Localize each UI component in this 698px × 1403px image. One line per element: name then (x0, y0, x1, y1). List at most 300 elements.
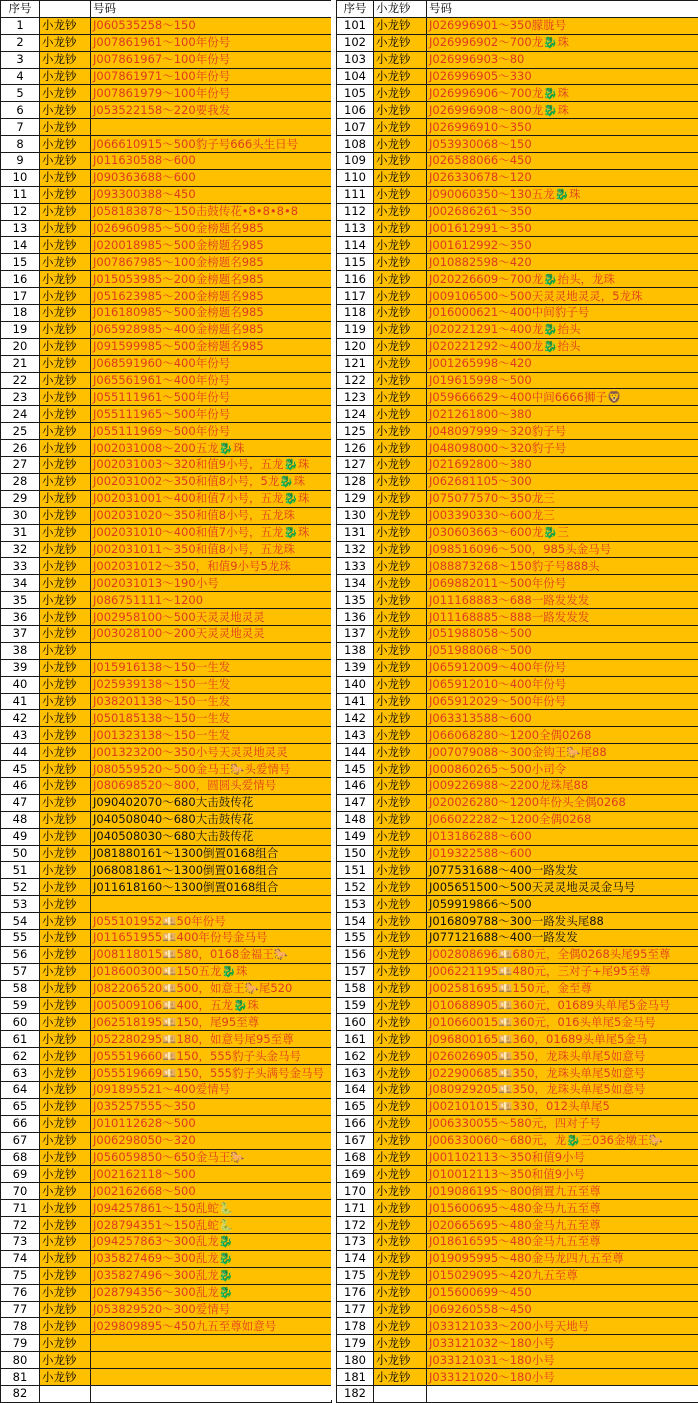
row-number-cell[interactable]: 111 (337, 186, 374, 203)
code-cell[interactable]: J016809788～300一路发头尾88 (427, 913, 698, 930)
code-cell[interactable]: J048097999～320豹子号 (427, 423, 698, 440)
row-number-cell[interactable]: 11 (1, 186, 40, 203)
code-cell[interactable] (91, 896, 332, 913)
name-cell[interactable]: 小龙钞 (374, 423, 427, 440)
row-number-cell[interactable]: 110 (337, 169, 374, 186)
code-cell[interactable]: J002031003～320和值9小号，五龙🐉珠 (91, 457, 332, 474)
name-cell[interactable]: 小龙钞 (374, 727, 427, 744)
code-cell[interactable]: J002101015💴330，012头单尾5 (427, 1098, 698, 1115)
row-number-cell[interactable]: 115 (337, 254, 374, 271)
name-cell[interactable]: 小龙钞 (40, 338, 91, 355)
row-number-cell[interactable]: 138 (337, 642, 374, 659)
code-cell[interactable]: J000860265～500小司令 (427, 761, 698, 778)
row-number-cell[interactable]: 31 (1, 524, 40, 541)
name-cell[interactable]: 小龙钞 (374, 51, 427, 68)
row-number-cell[interactable]: 25 (1, 423, 40, 440)
code-cell[interactable]: J022900685💴350，龙珠头单尾5如意号 (427, 1065, 698, 1082)
code-cell[interactable]: J028794356～300乱龙🐉 (91, 1284, 332, 1301)
code-cell[interactable]: J007079088～300金钩王🐎尾88 (427, 744, 698, 761)
name-cell[interactable]: 小龙钞 (374, 203, 427, 220)
code-cell[interactable]: J026996906～700龙🐉珠 (427, 85, 698, 102)
row-number-cell[interactable]: 68 (1, 1149, 40, 1166)
code-cell[interactable]: J050185138～150一生发 (91, 710, 332, 727)
name-cell[interactable]: 小龙钞 (40, 1048, 91, 1065)
name-cell[interactable]: 小龙钞 (40, 1217, 91, 1234)
row-number-cell[interactable]: 71 (1, 1200, 40, 1217)
name-cell[interactable]: 小龙钞 (40, 1031, 91, 1048)
code-cell[interactable]: J055519669💴150，555豹子头满号金马号 (91, 1065, 332, 1082)
row-number-cell[interactable]: 65 (1, 1098, 40, 1115)
code-cell[interactable]: J065928985～400金榜题名985 (91, 321, 332, 338)
code-cell[interactable]: J038201138～150一生发 (91, 693, 332, 710)
name-cell[interactable]: 小龙钞 (40, 203, 91, 220)
row-number-cell[interactable]: 158 (337, 980, 374, 997)
code-cell[interactable]: J028794351～150乱蛇🐍 (91, 1217, 332, 1234)
row-number-cell[interactable]: 168 (337, 1149, 374, 1166)
code-cell[interactable]: J015600699～450 (427, 1284, 698, 1301)
name-cell[interactable]: 小龙钞 (374, 963, 427, 980)
code-cell[interactable] (91, 1335, 332, 1352)
code-cell[interactable]: J015916138～150一生发 (91, 659, 332, 676)
row-number-cell[interactable]: 174 (337, 1250, 374, 1267)
name-cell[interactable]: 小龙钞 (374, 490, 427, 507)
code-cell[interactable]: J002958100～500天灵灵地灵灵 (91, 609, 332, 626)
row-number-cell[interactable]: 182 (337, 1386, 374, 1403)
row-number-cell[interactable]: 179 (337, 1335, 374, 1352)
row-number-cell[interactable]: 165 (337, 1098, 374, 1115)
name-cell[interactable]: 小龙钞 (40, 761, 91, 778)
name-cell[interactable]: 小龙钞 (40, 305, 91, 322)
row-number-cell[interactable]: 113 (337, 220, 374, 237)
name-cell[interactable]: 小龙钞 (40, 254, 91, 271)
row-number-cell[interactable]: 78 (1, 1318, 40, 1335)
row-number-cell[interactable]: 143 (337, 727, 374, 744)
code-cell[interactable]: J096800165💴360，01689头单尾5金马 (427, 1031, 698, 1048)
row-number-cell[interactable]: 135 (337, 592, 374, 609)
code-cell[interactable]: J033121031～180小号 (427, 1352, 698, 1369)
row-number-cell[interactable]: 104 (337, 68, 374, 85)
row-number-cell[interactable]: 23 (1, 389, 40, 406)
name-cell[interactable]: 小龙钞 (40, 980, 91, 997)
name-cell[interactable]: 小龙钞 (374, 1335, 427, 1352)
row-number-cell[interactable]: 131 (337, 524, 374, 541)
name-cell[interactable]: 小龙钞 (40, 372, 91, 389)
row-number-cell[interactable]: 164 (337, 1082, 374, 1099)
row-number-cell[interactable]: 12 (1, 203, 40, 220)
row-number-cell[interactable]: 19 (1, 321, 40, 338)
row-number-cell[interactable]: 105 (337, 85, 374, 102)
code-cell[interactable]: J026588066～450 (427, 153, 698, 170)
code-cell[interactable]: J020026280～1200年份头全偶0268 (427, 794, 698, 811)
row-number-cell[interactable]: 171 (337, 1200, 374, 1217)
name-cell[interactable]: 小龙钞 (374, 68, 427, 85)
code-cell[interactable]: J010660015💴360元，016头单尾5金马号 (427, 1014, 698, 1031)
row-number-cell[interactable]: 62 (1, 1048, 40, 1065)
row-number-cell[interactable]: 27 (1, 457, 40, 474)
code-cell[interactable]: J055111969～500年份号 (91, 423, 332, 440)
row-number-cell[interactable]: 107 (337, 119, 374, 136)
name-cell[interactable]: 小龙钞 (374, 389, 427, 406)
name-cell[interactable]: 小龙钞 (374, 896, 427, 913)
name-cell[interactable]: 小龙钞 (40, 406, 91, 423)
code-cell[interactable]: J069882011～500年份号 (427, 575, 698, 592)
row-number-cell[interactable]: 178 (337, 1318, 374, 1335)
name-cell[interactable]: 小龙钞 (40, 169, 91, 186)
code-cell[interactable]: J063313588～600 (427, 710, 698, 727)
code-cell[interactable]: J007861961～100年份号 (91, 34, 332, 51)
name-cell[interactable]: 小龙钞 (374, 929, 427, 946)
code-cell[interactable]: J081880161～1300倒置0168组合 (91, 845, 332, 862)
code-cell[interactable]: J094257863～300乱龙🐉 (91, 1234, 332, 1251)
code-cell[interactable]: J001323138～150一生发 (91, 727, 332, 744)
row-number-cell[interactable]: 125 (337, 423, 374, 440)
code-cell[interactable]: J055111965～500年份号 (91, 406, 332, 423)
row-number-cell[interactable]: 74 (1, 1250, 40, 1267)
name-cell[interactable]: 小龙钞 (374, 625, 427, 642)
code-cell[interactable]: J006298050～320 (91, 1132, 332, 1149)
row-number-cell[interactable]: 103 (337, 51, 374, 68)
row-number-cell[interactable]: 130 (337, 507, 374, 524)
row-number-cell[interactable]: 120 (337, 338, 374, 355)
name-cell[interactable]: 小龙钞 (374, 1031, 427, 1048)
row-number-cell[interactable]: 134 (337, 575, 374, 592)
code-cell[interactable]: J026026905💴350，龙珠头单尾5如意号 (427, 1048, 698, 1065)
row-number-cell[interactable]: 128 (337, 473, 374, 490)
row-number-cell[interactable]: 167 (337, 1132, 374, 1149)
row-number-cell[interactable]: 51 (1, 862, 40, 879)
name-cell[interactable]: 小龙钞 (374, 558, 427, 575)
row-number-cell[interactable]: 106 (337, 102, 374, 119)
code-cell[interactable]: J020018985～500金榜题名985 (91, 237, 332, 254)
row-number-cell[interactable]: 15 (1, 254, 40, 271)
code-cell[interactable]: J090363688～600 (91, 169, 332, 186)
row-number-cell[interactable]: 53 (1, 896, 40, 913)
name-cell[interactable]: 小龙钞 (40, 693, 91, 710)
row-number-cell[interactable]: 66 (1, 1115, 40, 1132)
code-cell[interactable]: J080559520～500金马王🐎头爱情号 (91, 761, 332, 778)
code-cell[interactable]: J020226609～700龙🐉抬头，龙珠 (427, 271, 698, 288)
code-cell[interactable]: J006330055～580元，四对子号 (427, 1115, 698, 1132)
row-number-cell[interactable]: 67 (1, 1132, 40, 1149)
code-cell[interactable]: J019615998～500 (427, 372, 698, 389)
code-cell[interactable]: J098516096～500，985头金马号 (427, 541, 698, 558)
name-cell[interactable]: 小龙钞 (374, 1200, 427, 1217)
row-number-cell[interactable]: 18 (1, 305, 40, 322)
code-cell[interactable]: J015600695～480金马九五至尊 (427, 1200, 698, 1217)
row-number-cell[interactable]: 133 (337, 558, 374, 575)
name-cell[interactable]: 小龙钞 (374, 997, 427, 1014)
row-number-cell[interactable]: 14 (1, 237, 40, 254)
name-cell[interactable]: 小龙钞 (374, 271, 427, 288)
code-cell[interactable]: J030603663～600龙🐉三 (427, 524, 698, 541)
name-cell[interactable]: 小龙钞 (40, 1284, 91, 1301)
row-number-cell[interactable]: 44 (1, 744, 40, 761)
name-cell[interactable]: 小龙钞 (40, 541, 91, 558)
name-cell[interactable]: 小龙钞 (374, 186, 427, 203)
name-cell[interactable]: 小龙钞 (40, 1369, 91, 1386)
code-cell[interactable]: J003390330～600龙三 (427, 507, 698, 524)
code-cell[interactable]: J051988058～500 (427, 625, 698, 642)
code-cell[interactable]: J066022282～1200全偶0268 (427, 811, 698, 828)
code-cell[interactable]: J001265998～420 (427, 355, 698, 372)
row-number-cell[interactable]: 169 (337, 1166, 374, 1183)
name-cell[interactable]: 小龙钞 (40, 1014, 91, 1031)
name-cell[interactable]: 小龙钞 (40, 490, 91, 507)
code-cell[interactable]: J013186288～600 (427, 828, 698, 845)
code-cell[interactable]: J093300388～450 (91, 186, 332, 203)
code-cell[interactable]: J058183878～150击鼓传花•8•8•8•8 (91, 203, 332, 220)
name-cell[interactable]: 小龙钞 (40, 744, 91, 761)
name-cell[interactable]: 小龙钞 (374, 473, 427, 490)
code-cell[interactable]: J068081861～1300倒置0168组合 (91, 862, 332, 879)
row-number-cell[interactable]: 55 (1, 929, 40, 946)
name-cell[interactable]: 小龙钞 (40, 896, 91, 913)
name-cell[interactable]: 小龙钞 (374, 693, 427, 710)
name-cell[interactable]: 小龙钞 (374, 119, 427, 136)
code-cell[interactable]: J053522158～220要我发 (91, 102, 332, 119)
name-cell[interactable]: 小龙钞 (374, 1166, 427, 1183)
name-cell[interactable]: 小龙钞 (374, 1217, 427, 1234)
name-cell[interactable]: 小龙钞 (374, 102, 427, 119)
row-number-cell[interactable]: 123 (337, 389, 374, 406)
code-cell[interactable]: J018600300💴150五龙🐉珠 (91, 963, 332, 980)
row-number-cell[interactable]: 52 (1, 879, 40, 896)
code-cell[interactable]: J026996902～700龙🐉珠 (427, 34, 698, 51)
name-cell[interactable]: 小龙钞 (40, 642, 91, 659)
row-number-cell[interactable]: 180 (337, 1352, 374, 1369)
row-number-cell[interactable]: 64 (1, 1082, 40, 1099)
code-cell[interactable]: J026960985～500金榜题名985 (91, 220, 332, 237)
row-number-cell[interactable]: 109 (337, 153, 374, 170)
row-number-cell[interactable]: 77 (1, 1301, 40, 1318)
name-cell[interactable]: 小龙钞 (40, 102, 91, 119)
code-cell[interactable]: J011651955💴400年份号金马号 (91, 929, 332, 946)
row-number-cell[interactable]: 79 (1, 1335, 40, 1352)
name-cell[interactable]: 小龙钞 (374, 1250, 427, 1267)
row-number-cell[interactable]: 26 (1, 440, 40, 457)
code-cell[interactable]: J021692800～380 (427, 457, 698, 474)
name-cell[interactable]: 小龙钞 (40, 34, 91, 51)
name-cell[interactable]: 小龙钞 (40, 1166, 91, 1183)
code-cell[interactable]: J020665695～480金马九五至尊 (427, 1217, 698, 1234)
name-cell[interactable]: 小龙钞 (40, 879, 91, 896)
name-cell[interactable]: 小龙钞 (40, 1250, 91, 1267)
row-number-cell[interactable]: 17 (1, 288, 40, 305)
name-cell[interactable]: 小龙钞 (374, 980, 427, 997)
row-number-cell[interactable]: 6 (1, 102, 40, 119)
header-num[interactable]: 序号 (337, 1, 374, 18)
row-number-cell[interactable]: 108 (337, 136, 374, 153)
name-cell[interactable]: 小龙钞 (374, 153, 427, 170)
code-cell[interactable]: J059919866～500 (427, 896, 698, 913)
code-cell[interactable]: J053930068～150 (427, 136, 698, 153)
name-cell[interactable]: 小龙钞 (40, 1149, 91, 1166)
name-cell[interactable]: 小龙钞 (40, 676, 91, 693)
code-cell[interactable]: J015029095～420九五至尊 (427, 1267, 698, 1284)
row-number-cell[interactable]: 58 (1, 980, 40, 997)
name-cell[interactable]: 小龙钞 (374, 1098, 427, 1115)
name-cell[interactable]: 小龙钞 (374, 575, 427, 592)
row-number-cell[interactable]: 40 (1, 676, 40, 693)
row-number-cell[interactable]: 1 (1, 17, 40, 34)
row-number-cell[interactable]: 81 (1, 1369, 40, 1386)
name-cell[interactable]: 小龙钞 (374, 676, 427, 693)
name-cell[interactable]: 小龙钞 (40, 862, 91, 879)
name-cell[interactable]: 小龙钞 (40, 321, 91, 338)
code-cell[interactable]: J001612992～350 (427, 237, 698, 254)
name-cell[interactable]: 小龙钞 (374, 288, 427, 305)
row-number-cell[interactable]: 22 (1, 372, 40, 389)
row-number-cell[interactable]: 45 (1, 761, 40, 778)
row-number-cell[interactable]: 3 (1, 51, 40, 68)
name-cell[interactable]: 小龙钞 (40, 609, 91, 626)
name-cell[interactable]: 小龙钞 (374, 169, 427, 186)
row-number-cell[interactable]: 10 (1, 169, 40, 186)
row-number-cell[interactable]: 122 (337, 372, 374, 389)
name-cell[interactable]: 小龙钞 (40, 811, 91, 828)
row-number-cell[interactable]: 177 (337, 1301, 374, 1318)
row-number-cell[interactable]: 156 (337, 946, 374, 963)
code-cell[interactable]: J010112628～500 (91, 1115, 332, 1132)
row-number-cell[interactable]: 28 (1, 473, 40, 490)
code-cell[interactable]: J010688905💴360元，01689头单尾5金马号 (427, 997, 698, 1014)
name-cell[interactable]: 小龙钞 (40, 237, 91, 254)
name-cell[interactable]: 小龙钞 (374, 1234, 427, 1251)
row-number-cell[interactable]: 155 (337, 929, 374, 946)
row-number-cell[interactable]: 141 (337, 693, 374, 710)
name-cell[interactable]: 小龙钞 (40, 355, 91, 372)
name-cell[interactable]: 小龙钞 (374, 136, 427, 153)
name-cell[interactable]: 小龙钞 (40, 1132, 91, 1149)
code-cell[interactable]: J002031008～200五龙🐉珠 (91, 440, 332, 457)
row-number-cell[interactable]: 102 (337, 34, 374, 51)
name-cell[interactable]: 小龙钞 (40, 17, 91, 34)
code-cell[interactable]: J011168885～888一路发发发 (427, 609, 698, 626)
name-cell[interactable]: 小龙钞 (374, 710, 427, 727)
name-cell[interactable]: 小龙钞 (374, 507, 427, 524)
name-cell[interactable]: 小龙钞 (374, 761, 427, 778)
name-cell[interactable]: 小龙钞 (40, 220, 91, 237)
code-cell[interactable]: J088873268～150豹子号888头 (427, 558, 698, 575)
row-number-cell[interactable]: 7 (1, 119, 40, 136)
code-cell[interactable]: J002031011～350和值8小号，五龙珠 (91, 541, 332, 558)
name-cell[interactable]: 小龙钞 (40, 794, 91, 811)
code-cell[interactable]: J009106500～500天灵灵地灵灵，5龙珠 (427, 288, 698, 305)
row-number-cell[interactable]: 152 (337, 879, 374, 896)
code-cell[interactable]: J007861979～100年份号 (91, 85, 332, 102)
code-cell[interactable]: J065912029～500年份号 (427, 693, 698, 710)
name-cell[interactable]: 小龙钞 (40, 777, 91, 794)
name-cell[interactable]: 小龙钞 (374, 1267, 427, 1284)
name-cell[interactable]: 小龙钞 (40, 997, 91, 1014)
row-number-cell[interactable]: 162 (337, 1048, 374, 1065)
name-cell[interactable]: 小龙钞 (40, 1234, 91, 1251)
name-cell[interactable]: 小龙钞 (374, 659, 427, 676)
code-cell[interactable]: J001102113～350和值9小号 (427, 1149, 698, 1166)
row-number-cell[interactable]: 144 (337, 744, 374, 761)
name-cell[interactable]: 小龙钞 (40, 575, 91, 592)
code-cell[interactable]: J002031012～350，和值9小号5龙珠 (91, 558, 332, 575)
name-cell[interactable]: 小龙钞 (40, 85, 91, 102)
name-cell[interactable]: 小龙钞 (40, 1082, 91, 1099)
row-number-cell[interactable]: 117 (337, 288, 374, 305)
code-cell[interactable]: J026996910～350 (427, 119, 698, 136)
name-cell[interactable]: 小龙钞 (374, 845, 427, 862)
code-cell[interactable]: J090402070～680大击鼓传花 (91, 794, 332, 811)
code-cell[interactable]: J007861967～100年份号 (91, 51, 332, 68)
code-cell[interactable]: J001612991～350 (427, 220, 698, 237)
code-cell[interactable]: J002031002～350和值8小号，5龙🐉珠 (91, 473, 332, 490)
name-cell[interactable]: 小龙钞 (374, 1284, 427, 1301)
header-code[interactable]: 号码 (427, 1, 698, 18)
name-cell[interactable]: 小龙钞 (40, 288, 91, 305)
code-cell[interactable]: J065561961～400年份号 (91, 372, 332, 389)
name-cell[interactable]: 小龙钞 (40, 592, 91, 609)
code-cell[interactable]: J091895521～400爱情号 (91, 1082, 332, 1099)
code-cell[interactable]: J019086195～800倒置九五至尊 (427, 1183, 698, 1200)
code-cell[interactable]: J086751111～1200 (91, 592, 332, 609)
name-cell[interactable]: 小龙钞 (374, 828, 427, 845)
row-number-cell[interactable]: 42 (1, 710, 40, 727)
name-cell[interactable]: 小龙钞 (374, 1352, 427, 1369)
code-cell[interactable]: J065912009～400年份号 (427, 659, 698, 676)
code-cell[interactable]: J051988068～500 (427, 642, 698, 659)
name-cell[interactable]: 小龙钞 (374, 440, 427, 457)
code-cell[interactable]: J016180985～500金榜题名985 (91, 305, 332, 322)
row-number-cell[interactable]: 2 (1, 34, 40, 51)
code-cell[interactable]: J080929205💴350，龙珠头单尾5如意号 (427, 1082, 698, 1099)
row-number-cell[interactable]: 124 (337, 406, 374, 423)
row-number-cell[interactable]: 47 (1, 794, 40, 811)
code-cell[interactable]: J033121032～180小号 (427, 1335, 698, 1352)
row-number-cell[interactable]: 140 (337, 676, 374, 693)
name-cell[interactable]: 小龙钞 (374, 237, 427, 254)
code-cell[interactable]: J019322588～600 (427, 845, 698, 862)
name-cell[interactable]: 小龙钞 (374, 1082, 427, 1099)
row-number-cell[interactable]: 24 (1, 406, 40, 423)
row-number-cell[interactable]: 48 (1, 811, 40, 828)
name-cell[interactable]: 小龙钞 (40, 473, 91, 490)
name-cell[interactable]: 小龙钞 (40, 389, 91, 406)
row-number-cell[interactable]: 33 (1, 558, 40, 575)
name-cell[interactable]: 小龙钞 (374, 609, 427, 626)
name-cell[interactable]: 小龙钞 (40, 423, 91, 440)
row-number-cell[interactable]: 75 (1, 1267, 40, 1284)
row-number-cell[interactable]: 172 (337, 1217, 374, 1234)
name-cell[interactable]: 小龙钞 (40, 913, 91, 930)
name-cell[interactable]: 小龙钞 (374, 1183, 427, 1200)
code-cell[interactable]: J006221195💴480元，三对子+尾95至尊 (427, 963, 698, 980)
name-cell[interactable]: 小龙钞 (40, 727, 91, 744)
name-cell[interactable]: 小龙钞 (374, 85, 427, 102)
row-number-cell[interactable]: 150 (337, 845, 374, 862)
row-number-cell[interactable]: 8 (1, 136, 40, 153)
code-cell[interactable]: J002808696💴680元，全偶0268头尾95至尊 (427, 946, 698, 963)
code-cell[interactable]: J035257555～350 (91, 1098, 332, 1115)
name-cell[interactable]: 小龙钞 (40, 457, 91, 474)
code-cell[interactable]: J010012113～350和值9小号 (427, 1166, 698, 1183)
name-cell[interactable]: 小龙钞 (374, 913, 427, 930)
code-cell[interactable]: J002162118～500 (91, 1166, 332, 1183)
code-cell[interactable]: J040508040～680大击鼓传花 (91, 811, 332, 828)
code-cell[interactable]: J055519660💴150，555豹子头金马号 (91, 1048, 332, 1065)
row-number-cell[interactable]: 59 (1, 997, 40, 1014)
code-cell[interactable]: J002581695💴150元，金至尊 (427, 980, 698, 997)
code-cell[interactable]: J040508030～680大击鼓传花 (91, 828, 332, 845)
row-number-cell[interactable]: 9 (1, 153, 40, 170)
name-cell[interactable]: 小龙钞 (374, 1115, 427, 1132)
row-number-cell[interactable]: 50 (1, 845, 40, 862)
